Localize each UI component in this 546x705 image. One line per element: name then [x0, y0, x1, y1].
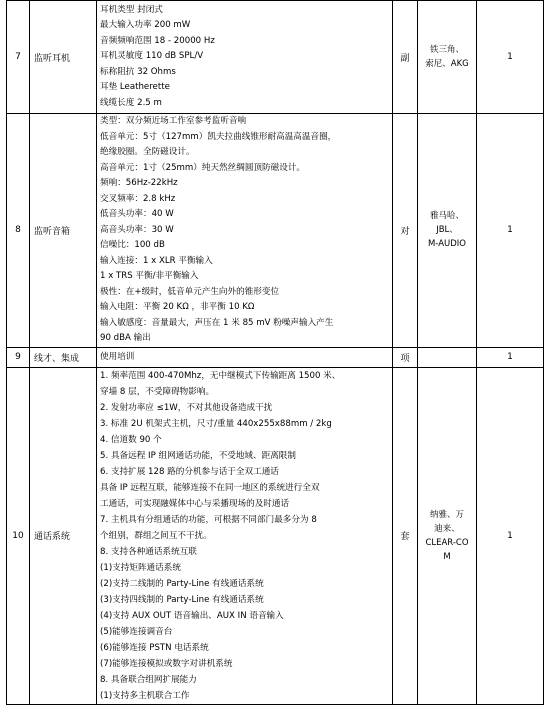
row-number: 9	[7, 347, 30, 367]
item-unit: 对	[393, 114, 418, 348]
spec-line: 耳机类型 封闭式	[100, 4, 163, 15]
item-spec	[97, 347, 393, 367]
brand-line: 雅马哈、	[429, 211, 464, 222]
item-unit: 项	[393, 347, 418, 367]
spec-line: 7. 主机具有分组通话的功能，可根据不同部门最多分为 8	[100, 514, 317, 525]
spec-line: 耳垫 Leatherette	[100, 82, 170, 93]
spec-line: (1)支持矩阵通话系统	[100, 562, 181, 573]
item-name: 监听耳机	[30, 1, 97, 114]
row-number: 7	[7, 1, 30, 114]
item-qty: 1	[477, 114, 544, 348]
spec-line: (6)能够连接 PSTN 电话系统	[100, 642, 209, 653]
spec-line: 工通话，可实现融媒体中心与采播现场的及时通话	[100, 498, 290, 509]
brand-line: M-AUDIO	[428, 239, 466, 250]
equipment-table	[6, 0, 544, 705]
spec-line: 输入电阻：平衡 20 KΩ ，非平衡 10 KΩ	[100, 302, 255, 312]
spec-line: 输入连接：1 x XLR 平衡输入	[100, 255, 213, 266]
spec-line: 耳机灵敏度 110 dB SPL/V	[100, 51, 204, 62]
spec-line: (1)支持多主机联合工作	[100, 690, 190, 701]
row-number: 8	[7, 114, 30, 348]
spec-line: 极性：在+级时，低音单元产生向外的锥形变位	[100, 286, 280, 297]
spec-line: 最大输入功率 200 mW	[100, 20, 191, 31]
spec-line: 8. 支持各种通话系统互联	[100, 546, 197, 557]
item-brand	[418, 1, 477, 114]
item-brand	[418, 347, 477, 367]
item-qty: 1	[477, 347, 544, 367]
spec-line: 8. 具备联合组网扩展能力	[100, 674, 197, 685]
spec-line: (7)能够连接模拟或数字对讲机系统	[100, 658, 233, 669]
spec-line: 音频频响范围 18 - 20000 Hz	[100, 35, 215, 46]
item-brand	[418, 114, 477, 348]
item-spec	[97, 114, 393, 348]
spec-line: 4. 信道数 90 个	[100, 434, 162, 445]
spec-line: 高音单元：1寸（25mm）纯天然丝绸圆顶防磁设计。	[100, 162, 306, 173]
item-brand	[418, 367, 477, 704]
spec-line: 5. 具备远程 IP 组网通话功能，不受地域、距离限制	[100, 450, 296, 461]
table-row	[7, 367, 544, 704]
item-unit: 套	[393, 367, 418, 704]
item-name: 线才、集成	[30, 347, 97, 367]
brand-line: 纳雅、万	[429, 509, 464, 520]
table-row	[7, 1, 544, 114]
spec-line: 1. 频率范围 400-470Mhz，无中继模式下传输距离 1500 米、	[100, 370, 341, 381]
spec-line: 90 dBA 输出	[100, 333, 151, 343]
spec-line: 低音头功率：40 W	[100, 209, 174, 219]
spec-line: 输入敏感度：音量最大，声压在 1 米 85 mV 粉噪声输入产生	[100, 317, 334, 328]
spec-line: 2. 发射功率应 ≤1W，不对其他设备造成干扰	[100, 402, 273, 413]
brand-line: 铁三角、	[429, 45, 464, 55]
spec-line: (2)支持二线制的 Party-Line 有线通话系统	[100, 578, 264, 589]
spec-line: 6. 支持扩展 128 路的分机参与话于全双工通话	[100, 466, 279, 477]
brand-line: JBL、	[436, 225, 458, 236]
row-number: 10	[7, 367, 30, 704]
spec-line: (3)支持四线制的 Party-Line 有线通话系统	[100, 594, 264, 605]
spec-line: 1 x TRS 平衡/非平衡输入	[100, 271, 199, 281]
item-qty: 1	[477, 367, 544, 704]
spec-line: (4)支持 AUX OUT 语音输出、AUX IN 语音输入	[100, 610, 284, 621]
brand-line: 索尼、AKG	[425, 59, 469, 69]
spec-line: 线缆长度 2.5 m	[100, 97, 162, 108]
item-spec	[97, 367, 393, 704]
spec-line: 3. 标准 2U 机架式主机，尺寸/重量 440x255x88mm / 2kg	[100, 418, 332, 429]
spec-line: 具备 IP 远程互联，能够连接不在同一地区的系统进行全双	[100, 482, 320, 493]
brand-line: 迪来、	[434, 523, 460, 534]
brand-line: M	[443, 551, 451, 562]
table-row	[7, 347, 544, 367]
spec-line: 穿墙 8 层，不受障碍物影响。	[100, 386, 215, 397]
table-row	[7, 114, 544, 348]
brand-line: CLEAR-CO	[425, 537, 469, 548]
spec-line: 使用培训	[100, 352, 135, 362]
item-name: 监听音箱	[30, 114, 97, 348]
item-name: 通话系统	[30, 367, 97, 704]
spec-line: (5)能够连接调音台	[100, 626, 173, 637]
spec-line: 低音单元：5寸（127mm）凯夫拉曲线锥形耐高温高温音圈，	[100, 131, 337, 142]
spec-line: 绝缘胶圈。全防磁设计。	[100, 147, 195, 157]
spec-line: 信噪比：100 dB	[100, 240, 165, 250]
spec-line: 类型：双分频近场工作室参考监听音响	[100, 116, 247, 126]
spec-line: 高音头功率：30 W	[100, 224, 174, 235]
item-spec	[97, 1, 393, 114]
spec-line: 交叉频率：2.8 kHz	[100, 193, 176, 204]
spec-line: 标称阻抗 32 Ohms	[100, 66, 176, 77]
item-qty: 1	[477, 1, 544, 114]
spec-line: 频响：56Hz-22kHz	[100, 178, 178, 188]
item-unit: 副	[393, 1, 418, 114]
spec-line: 个组别，群组之间互不干扰。	[100, 530, 212, 541]
